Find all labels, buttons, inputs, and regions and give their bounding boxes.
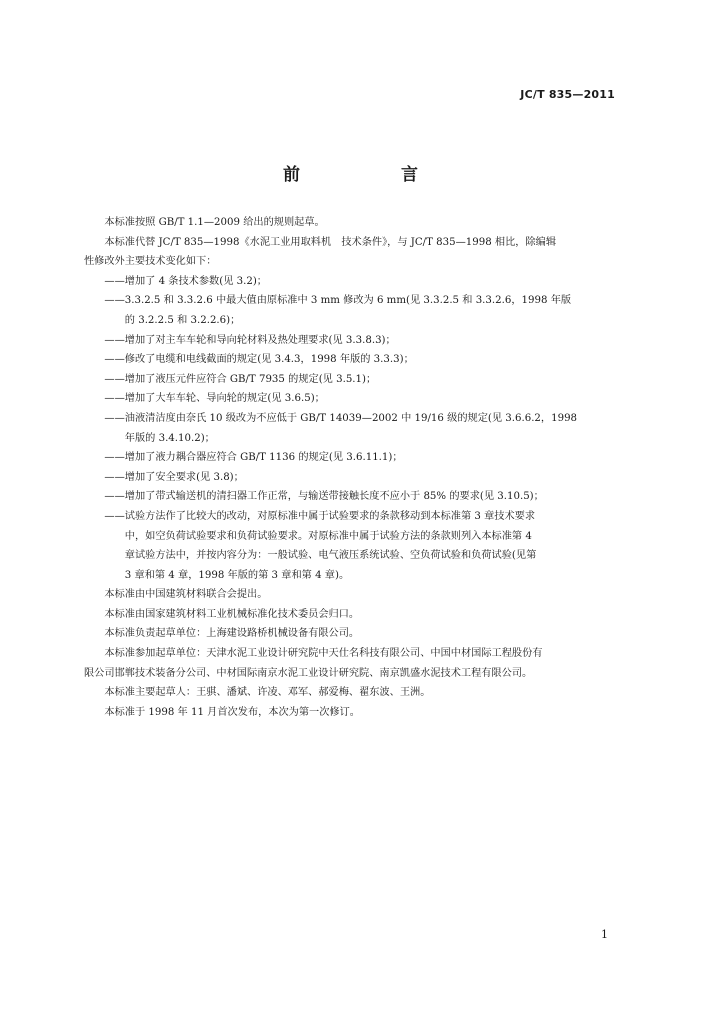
change-text: ——增加了带式输送机的清扫器工作正常，与输送带接触长度不应小于 85% 的要求(见 3.10.5)；	[104, 491, 544, 503]
paragraph-replaces	[84, 233, 622, 272]
change-item	[84, 409, 622, 448]
change-text: ——增加了安全要求(见 3.8)；	[104, 471, 244, 483]
change-item	[84, 370, 622, 390]
paragraph-under-jurisdiction: 本标准由国家建筑材料工业机械标准化技术委员会归口。	[104, 608, 360, 620]
change-text-cont: 3 章和第 4 章，1998 年版的第 3 章和第 4 章)。	[124, 569, 350, 581]
change-item	[84, 291, 622, 330]
change-item	[84, 448, 622, 468]
change-item	[84, 331, 622, 351]
change-text: ——油液清洁度由奈氏 10 级改为不应低于 GB/T 14039—2002 中 19/16 级的规定(见 3.6.6.2，1998	[104, 412, 578, 424]
change-item	[84, 468, 622, 488]
participating-line-2: 限公司邯郸技术装备分公司、中材国际南京水泥工业设计研究院、南京凯盛水泥技术工程有限公司。	[84, 667, 533, 679]
foreword-body	[84, 213, 622, 722]
change-item	[84, 272, 622, 292]
paragraph-main-drafters: 本标准主要起草人：王骐、潘斌、许凌、邓军、郝爱梅、翟东波、王洲。	[104, 687, 431, 699]
paragraph-drafting-rules: 本标准按照 GB/T 1.1—2009 给出的规则起草。	[104, 217, 325, 228]
change-item	[84, 507, 622, 585]
page-title: 前 言	[283, 165, 460, 185]
change-text: ——3.3.2.5 和 3.3.2.6 中最大值由原标准中 3 mm 修改为 6 mm(见 3.3.2.5 和 3.3.2.6，1998 年版	[104, 295, 572, 307]
standard-code: JC/T 835—2011	[520, 88, 615, 101]
paragraph-publication-history: 本标准于 1998 年 11 月首次发布，本次为第一次修订。	[104, 706, 360, 718]
change-text: ——增加了液力耦合器应符合 GB/T 1136 的规定(见 3.6.11.1)；	[104, 452, 403, 464]
paragraph-replaces-line-1: 本标准代替 JC/T 835—1998《水泥工业用取料机 技术条件》，与 JC/T 835—1998 相比，除编辑	[104, 236, 557, 248]
change-text: ——增加了大车车轮、导向轮的规定(见 3.6.5)；	[104, 393, 325, 405]
participating-line-1: 本标准参加起草单位：天津水泥工业设计研究院中天仕名科技有限公司、中国中材国际工程股份有	[104, 648, 543, 660]
change-item	[84, 487, 622, 507]
page-number: 1	[601, 928, 608, 941]
paragraph-participating-drafters	[84, 644, 622, 683]
change-item	[84, 350, 622, 370]
change-text: ——增加了液压元件应符合 GB/T 7935 的规定(见 3.5.1)；	[104, 373, 377, 385]
change-text-cont: 的 3.2.2.5 和 3.2.2.6)；	[124, 314, 241, 326]
change-text-cont: 章试验方法中，并按内容分为：一般试验、电气液压系统试验、空负荷试验和负荷试验(见第	[124, 550, 537, 562]
change-text: ——增加了对主车车轮和导向轮材料及热处理要求(见 3.3.8.3)；	[104, 334, 396, 346]
change-item	[84, 389, 622, 409]
change-text-cont: 年版的 3.4.10.2)；	[124, 432, 215, 444]
paragraph-replaces-line-2: 性修改外主要技术变化如下：	[84, 256, 217, 268]
change-text-cont: 中，如空负荷试验要求和负荷试验要求。对原标准中属于试验方法的条款则列入本标准第 4	[124, 530, 532, 542]
change-text: ——试验方法作了比较大的改动，对原标准中属于试验要求的条款移动到本标准第 3 章技术要求	[104, 510, 536, 522]
change-text: ——修改了电缆和电线截面的规定(见 3.4.3，1998 年版的 3.3.3)；	[104, 354, 414, 366]
paragraph-lead-drafter: 本标准负责起草单位：上海建设路桥机械设备有限公司。	[104, 628, 360, 640]
paragraph-proposed-by: 本标准由中国建筑材料联合会提出。	[104, 589, 268, 601]
change-text: ——增加了 4 条技术参数(见 3.2)；	[104, 275, 267, 287]
